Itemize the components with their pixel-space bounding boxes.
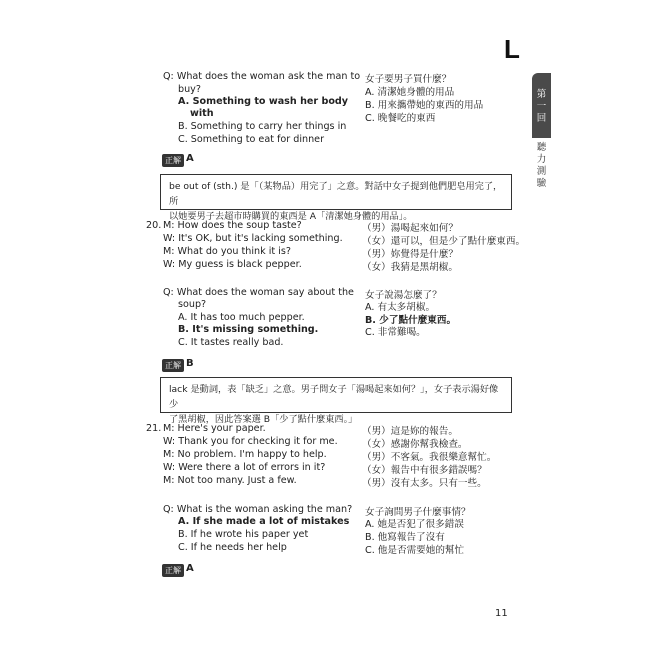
tab-char: 聽 — [536, 142, 547, 153]
tab-char: 第 — [536, 89, 547, 100]
option-zh-a: A. 她是否犯了很多錯誤 — [365, 519, 464, 530]
option-zh-b: B. 用來攜帶她的東西的用品 — [365, 100, 484, 111]
option-zh-a: A. 清潔她身體的用品 — [365, 87, 455, 98]
question-number: 21. — [146, 423, 162, 434]
page-number: 11 — [495, 608, 508, 619]
question-number: 20. — [146, 220, 162, 231]
option-c: C. If he needs her help — [178, 542, 287, 553]
option-zh-c: C. 非常難喝。 — [365, 327, 426, 338]
answer-letter: A — [186, 153, 194, 164]
option-a-correct: A. If she made a lot of mistakes — [178, 516, 350, 527]
option-a-correct-cont: with — [190, 108, 214, 119]
option-zh-a: A. 有太多胡椒。 — [365, 302, 436, 313]
dialog-zh-line: （男）這是妳的報告。 — [362, 426, 458, 437]
dialog-zh-line: （男）沒有太多。只有一些。 — [362, 478, 487, 489]
dialog-zh-line: （女）我猜是黑胡椒。 — [362, 262, 458, 273]
dialog-zh-line: （女）還可以，但是少了點什麼東西。 — [362, 236, 526, 247]
option-b: B. If he wrote his paper yet — [178, 529, 309, 540]
option-b: B. Something to carry her things in — [178, 121, 347, 132]
tab-char: 回 — [536, 113, 547, 124]
tab-label — [532, 138, 551, 190]
dialog-line: W: Thank you for checking it for me. — [163, 436, 338, 447]
question-zh: 女子要男子買什麼？ — [365, 74, 452, 85]
tab-char: 驗 — [536, 178, 547, 189]
tab-active[interactable] — [532, 73, 551, 138]
section-letter: L — [504, 34, 520, 64]
option-zh-b-correct: B. 少了點什麼東西。 — [365, 315, 457, 326]
dialog-zh-line: （女）感謝你幫我檢查。 — [362, 439, 468, 450]
tab-char: 測 — [536, 166, 547, 177]
explanation-line: 以她要男子去超市時購買的東西是 A「清潔她身體的用品」。 — [169, 211, 413, 222]
answer-badge: 正解 — [162, 154, 184, 167]
tab-char: 一 — [536, 101, 547, 112]
dialog-line: M: What do you think it is? — [163, 246, 291, 257]
option-a: A. It has too much pepper. — [178, 312, 305, 323]
option-b-correct: B. It's missing something. — [178, 324, 319, 335]
explanation-line: lack 是動詞，表「缺乏」之意。男子問女子「湯喝起來如何？」，女子表示湯好像少 — [169, 384, 499, 410]
dialog-line: W: My guess is black pepper. — [163, 259, 302, 270]
answer-badge: 正解 — [162, 359, 184, 372]
explanation-line: be out of (sth.) 是「（某物品）用完了」之意。對話中女子提到他們肥皂用完了，所 — [169, 181, 503, 207]
option-c: C. Something to eat for dinner — [178, 134, 325, 145]
dialog-zh-line: （男）妳覺得是什麼？ — [362, 249, 458, 260]
option-c: C. It tastes really bad. — [178, 337, 284, 348]
option-zh-b: B. 他寫報告了沒有 — [365, 532, 445, 543]
question-line: Q: What does the woman ask the man to — [163, 71, 361, 82]
tab-char: 力 — [536, 154, 547, 165]
explanation-line: 了黑胡椒，因此答案選 B「少了點什麼東西。」 — [169, 414, 358, 425]
dialog-line: W: Were there a lot of errors in it? — [163, 462, 326, 473]
question-zh: 女子說湯怎麼了？ — [365, 290, 442, 301]
dialog-zh-line: （男）湯喝起來如何？ — [362, 223, 458, 234]
question-line: Q: What is the woman asking the man? — [163, 504, 353, 515]
answer-letter: A — [186, 563, 194, 574]
explanation-box — [160, 377, 512, 425]
dialog-zh-line: （女）報告中有很多錯誤嗎？ — [362, 465, 487, 476]
question-line: soup? — [178, 299, 207, 310]
answer-badge: 正解 — [162, 564, 184, 577]
question-zh: 女子詢問男子什麼事情？ — [365, 507, 471, 518]
option-zh-c: C. 晚餐吃的東西 — [365, 113, 436, 124]
answer-letter: B — [186, 358, 194, 369]
dialog-line: M: How does the soup taste? — [163, 220, 302, 231]
question-line: buy? — [178, 84, 201, 95]
dialog-zh-line: （男）不客氣。我很樂意幫忙。 — [362, 452, 497, 463]
dialog-line: M: No problem. I'm happy to help. — [163, 449, 327, 460]
dialog-line: W: It's OK, but it's lacking something. — [163, 233, 343, 244]
dialog-line: M: Not too many. Just a few. — [163, 475, 297, 486]
option-a-correct: A. Something to wash her body — [178, 96, 349, 107]
option-zh-c: C. 他是否需要她的幫忙 — [365, 545, 465, 556]
explanation-box — [160, 174, 512, 222]
dialog-line: M: Here's your paper. — [163, 423, 266, 434]
question-line: Q: What does the woman say about the — [163, 287, 354, 298]
